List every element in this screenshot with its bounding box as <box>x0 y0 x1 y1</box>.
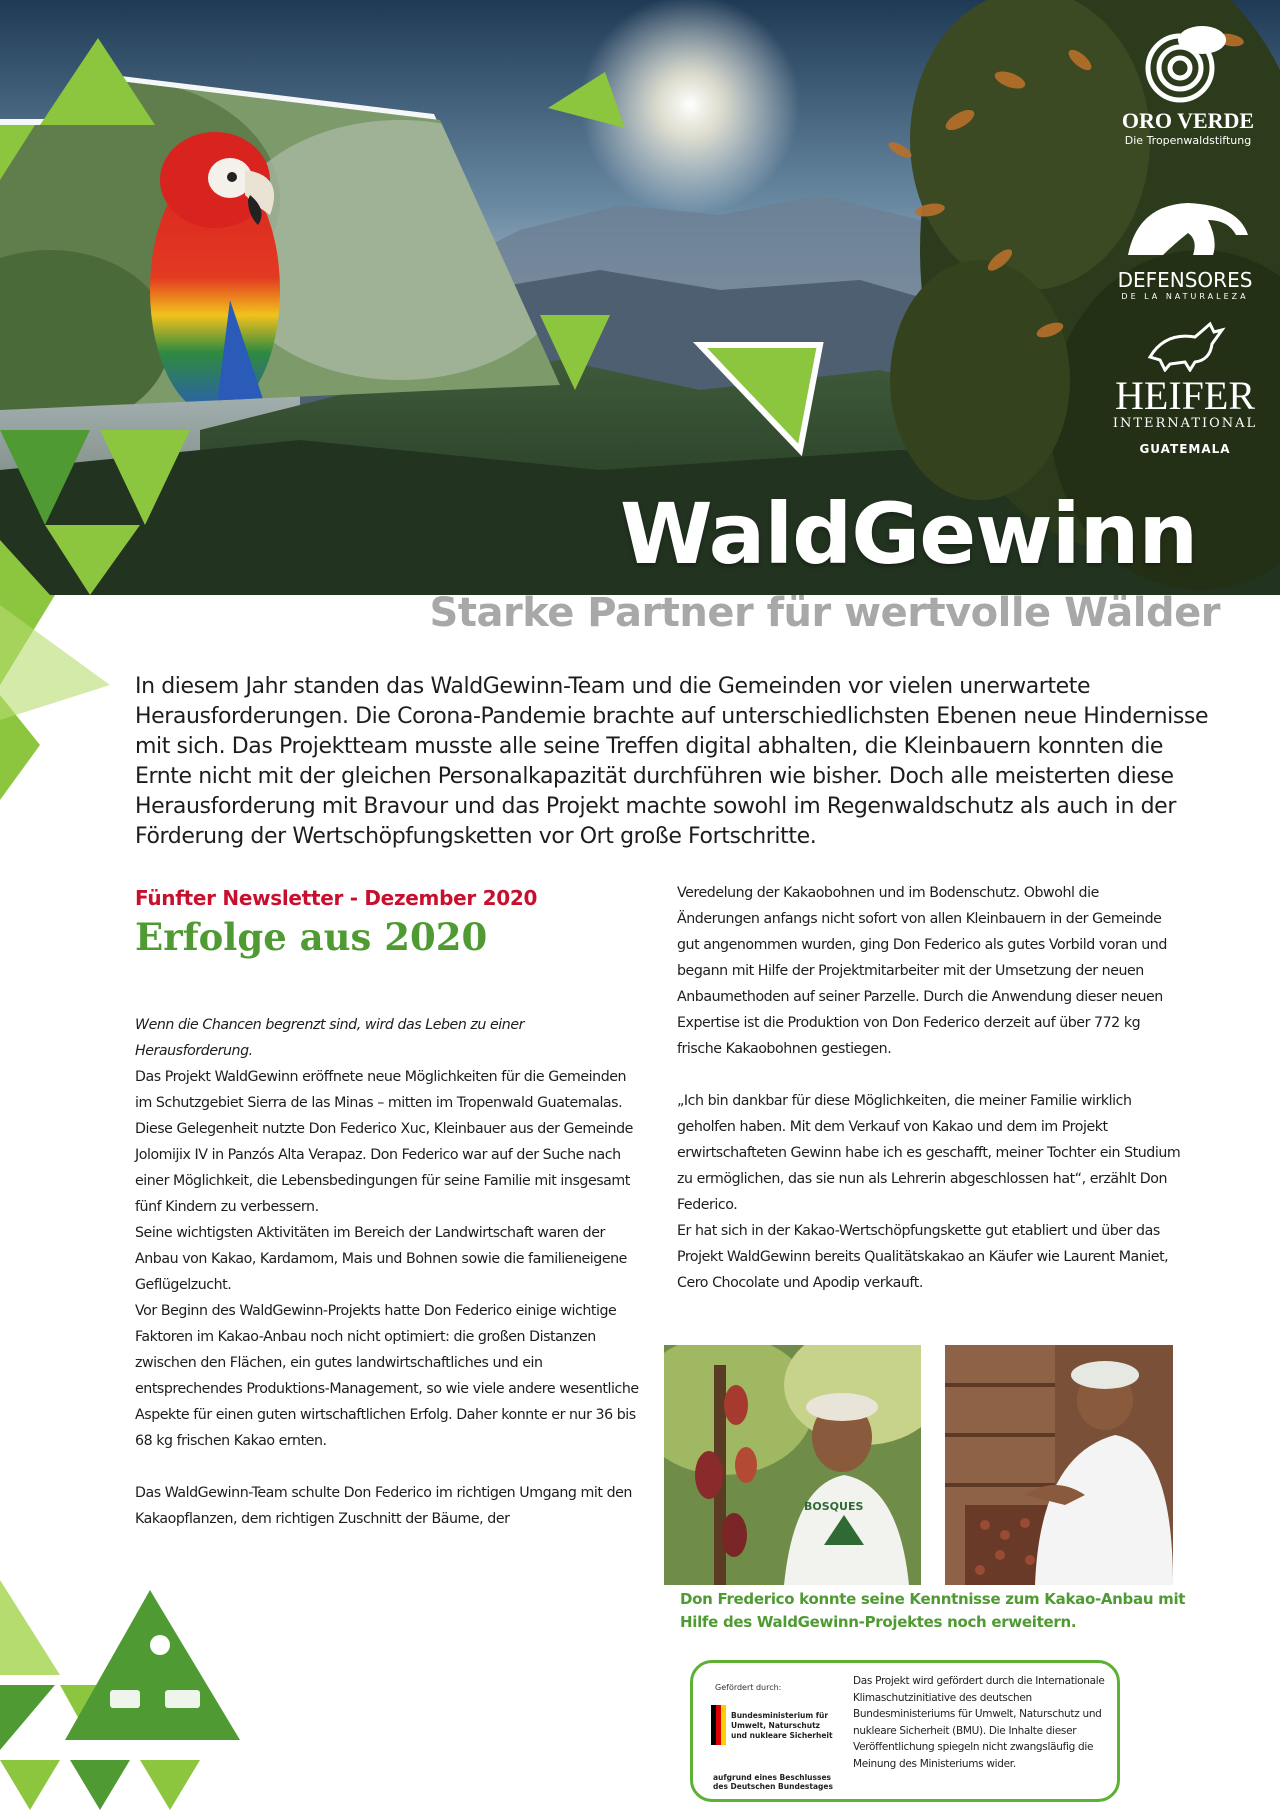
oro-verde-tagline: Die Tropenwaldstiftung <box>1124 134 1252 147</box>
oro-verde-logo-icon <box>1140 18 1230 108</box>
photo-caption: Don Frederico konnte seine Kenntnisse zum Kakao-Anbau mit Hilfe des WaldGewinn-Projektes noch erweitern. <box>680 1590 1186 1631</box>
funding-text: Das Projekt wird gefördert durch die Internationale Klimaschutzinitiative des deutschen Bundesministeriums für Umwelt, Naturschutz und nukleare Sicherheit (BMU). Die Inhalte dieser Veröffentlichung spiegeln nicht zwangsläufig die Meinung des Ministeriums wider. <box>853 1675 1105 1770</box>
article-paragraph: Vor Beginn des WaldGewinn-Projekts hatte Don Federico einige wichtige Faktoren im Kakao-Anbau noch nicht optimiert: die großen Distanzen zwischen den Flächen, ein gutes landwirtschaftliches und ein entsprechendes Produktions-Management, so wie viele andere wesentliche Aspekte für einen guten wirtschaftlichen Erfolg. Daher konnte er nur 36 bis 68 kg frischen Kakao ernten. <box>135 1303 639 1449</box>
defensores-logo-icon <box>1118 195 1258 265</box>
left-side-triangles <box>0 595 120 815</box>
article-paragraph: Das WaldGewinn-Team schulte Don Federico im richtigen Umgang mit den Kakaopflanzen, dem richtigen Zuschnitt der Bäume, der <box>135 1485 632 1527</box>
article-column-right <box>677 880 1182 1296</box>
article-paragraph: Er hat sich in der Kakao-Wertschöpfungskette gut etabliert und über das Projekt WaldGewinn bereits Qualitätskakao an Käufer wie Laurent Maniet, Cero Chocolate und Apodip verkauft. <box>677 1223 1169 1291</box>
footer-triangles <box>0 1580 240 1810</box>
heifer-country: GUATEMALA <box>1139 442 1231 456</box>
heifer-name: HEIFER <box>1115 373 1255 418</box>
article-paragraph: Veredelung der Kakaobohnen und im Bodenschutz. Obwohl die Änderungen anfangs nicht sofort von allen Kleinbauern in der Gemeinde gut angenommen wurden, ging Don Federico als gutes Vorbild voran und begann mit Hilfe der Projektmitarbeiter mit der Umsetzung der neuen Anbaumethoden auf seiner Parzelle. Durch die Anwendung dieser neuen Expertise ist die Produktion von Don Federico derzeit auf über 772 kg frische Kakaobohnen gestiegen. <box>677 885 1167 1057</box>
article-paragraph: Seine wichtigsten Aktivitäten im Bereich der Landwirtschaft waren der Anbau von Kakao, Kardamom, Mais und Bohnen sowie die familieneigene Geflügelzucht. <box>135 1225 627 1293</box>
ministry-note: aufgrund eines Beschlusses des Deutschen Bundestages <box>713 1773 833 1791</box>
funding-label: Gefördert durch: <box>715 1683 782 1692</box>
article-lead: Wenn die Chancen begrenzt sind, wird das Leben zu einer Herausforderung. <box>135 1017 525 1059</box>
quote-paragraph: „Ich bin dankbar für diese Möglichkeiten, die meiner Familie wirklich geholfen haben. Mit dem Verkauf von Kakao und dem im Projekt erwirtschafteten Gewinn habe ich es geschafft, meiner Tochter ein Studium zu ermöglichen, das sie nun als Lehrerin abgeschlossen hat“, erzählt Don Federico. <box>677 1093 1181 1213</box>
defensores-name: DEFENSORES <box>1117 268 1253 292</box>
issue-label: Fünfter Newsletter - Dezember 2020 <box>135 886 538 910</box>
heifer-sub: INTERNATIONAL <box>1112 416 1258 431</box>
ministry-name: Bundesministerium für Umwelt, Naturschutz und nukleare Sicherheit <box>731 1711 833 1740</box>
heifer-goat-icon <box>1140 312 1230 372</box>
article-paragraph: Diese Gelegenheit nutzte Don Federico Xuc, Kleinbauer aus der Gemeinde Jolomijix IV in Panzós Alta Verapaz. Don Federico war auf der Suche nach einer Möglichkeit, die Lebensbedingungen für seine Familie mit insgesamt fünf Kindern zu verbessern. <box>135 1121 633 1215</box>
article-column-left <box>135 1012 640 1532</box>
german-flag-icon <box>711 1705 727 1745</box>
oro-verde-name: ORO VERDE <box>1121 108 1255 133</box>
farmer-cacao-photo <box>664 1345 921 1585</box>
intro-paragraph: In diesem Jahr standen das WaldGewinn-Team und die Gemeinden vor vielen unerwartete Herausforderungen. Die Corona-Pandemie brachte auf unterschiedlichsten Ebenen neue Hindernisse mit sich. Das Projektteam musste alle seine Treffen digital abhalten, die Kleinbauern konnten die Ernte nicht mit der gleichen Personalkapazität durchführen wie bisher. Doch alle meisterten diese Herausforderung mit Bravour und das Projekt machte sowohl im Regenwaldschutz als auch in der Förderung der Wertschöpfungsketten vor Ort große Fortschritte. <box>135 674 1209 849</box>
newsletter-subtitle: Starke Partner für wertvolle Wälder <box>429 590 1220 636</box>
defensores-tagline: DE LA NATURALEZA <box>1121 292 1249 301</box>
partner-logos-triangle <box>65 1590 240 1740</box>
section-title: Erfolge aus 2020 <box>135 915 488 959</box>
funding-notice <box>690 1660 1120 1802</box>
macaw <box>150 132 280 420</box>
article-paragraph: Das Projekt WaldGewinn eröffnete neue Möglichkeiten für die Gemeinden im Schutzgebiet Sierra de las Minas – mitten im Tropenwald Guatemalas. <box>135 1069 627 1111</box>
newsletter-title: WaldGewinn <box>620 485 1198 583</box>
shirt-text: BOSQUES <box>804 1500 864 1513</box>
cacao-beans-photo <box>945 1345 1173 1585</box>
